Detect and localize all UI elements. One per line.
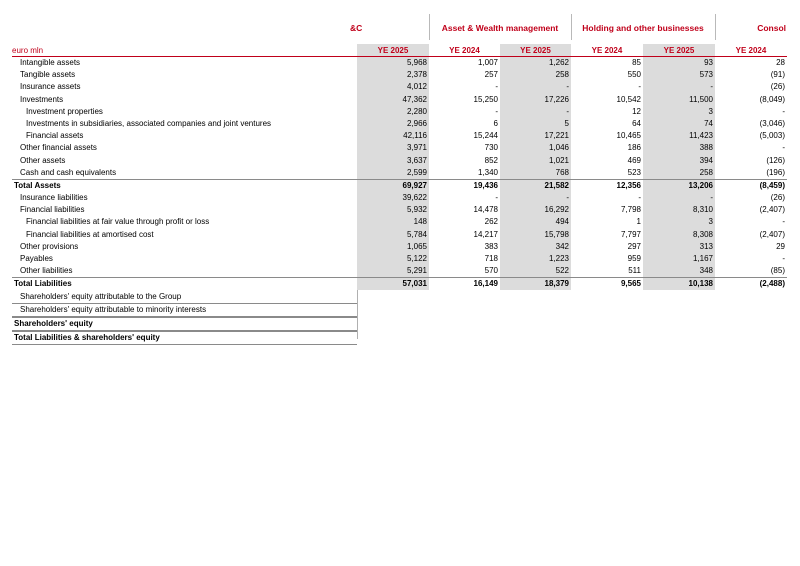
cell-value: 570: [484, 266, 498, 276]
cell-value: 15,250: [473, 94, 498, 104]
cell-value: (196): [766, 167, 785, 177]
cell-value: -: [782, 217, 785, 227]
cell-value: 5: [564, 118, 569, 128]
cell-value: 17,226: [544, 94, 569, 104]
cell-value: 5,932: [406, 205, 427, 215]
column-header: YE 2025: [663, 46, 695, 55]
table-row: [12, 216, 787, 228]
cell-value: -: [495, 106, 498, 116]
group-separator: [715, 14, 716, 40]
table-row: [12, 204, 787, 216]
column-header: YE 2024: [735, 46, 767, 55]
cell-value: 262: [484, 217, 498, 227]
cell-value: (2,407): [759, 205, 785, 215]
cell-value: 768: [555, 167, 569, 177]
group-title-4: Consol: [757, 23, 786, 33]
cell-value: 3: [708, 217, 713, 227]
cell-value: 8,310: [692, 205, 713, 215]
cell-value: -: [782, 254, 785, 263]
cell-value: 15,244: [473, 131, 498, 141]
cell-value: 388: [699, 143, 713, 153]
group-separator: [429, 14, 430, 40]
cell-value: 7,798: [620, 205, 641, 215]
cell-value: 10,465: [616, 131, 641, 141]
cell-value: -: [710, 193, 713, 203]
table-row: [12, 179, 787, 192]
table-row: [12, 331, 357, 345]
cell-value: 29: [776, 241, 785, 251]
cell-value: 383: [484, 241, 498, 251]
cell-value: 1,262: [548, 58, 569, 67]
cell-value: 1,340: [477, 167, 498, 177]
row-label: Financial assets: [26, 131, 84, 141]
cell-value: 4,012: [406, 82, 427, 92]
cell-value: -: [566, 106, 569, 116]
cell-value: 16,149: [473, 279, 498, 289]
row-label: Financial liabilities: [20, 205, 85, 215]
row-label: Shareholders' equity attributable to minority interests: [20, 304, 207, 314]
table-row: [12, 69, 787, 81]
cell-value: 511: [628, 266, 641, 276]
row-label: Payables: [20, 254, 53, 263]
table-row: [12, 304, 357, 317]
row-label: Total Assets: [14, 180, 61, 190]
cell-value: 718: [484, 254, 498, 263]
cell-value: 573: [699, 70, 713, 80]
cell-value: 6: [493, 118, 498, 128]
cell-value: -: [710, 82, 713, 92]
row-label: Other financial assets: [20, 143, 97, 153]
cell-value: -: [638, 193, 641, 203]
cell-value: (5,003): [759, 131, 785, 141]
row-label: Other liabilities: [20, 266, 73, 276]
cell-value: 2,378: [406, 70, 427, 80]
cell-value: 8,308: [692, 229, 713, 239]
cell-value: 5,122: [406, 254, 427, 263]
cell-value: 1,046: [548, 143, 569, 153]
cell-value: -: [566, 82, 569, 92]
cell-value: 3,971: [406, 143, 427, 153]
cell-value: 39,622: [402, 193, 427, 203]
cell-value: 522: [555, 266, 569, 276]
cell-value: 57,031: [402, 279, 427, 289]
balance-sheet-table: [12, 57, 787, 345]
row-label: Other provisions: [20, 241, 79, 251]
cell-value: 148: [413, 217, 427, 227]
cell-value: (26): [770, 82, 785, 92]
cell-value: 550: [627, 70, 641, 80]
cell-value: 11,423: [689, 131, 713, 141]
cell-value: 12: [632, 106, 641, 116]
cell-value: 342: [555, 241, 569, 251]
cell-value: 85: [632, 58, 641, 67]
table-row: [12, 130, 787, 142]
column-header: YE 2024: [449, 46, 480, 55]
row-label: Total Liabilities & shareholders' equity: [14, 333, 160, 343]
row-label: Insurance assets: [20, 82, 81, 92]
cell-value: 1: [636, 217, 641, 227]
cell-value: 5,784: [406, 229, 427, 239]
row-label: Financial liabilities at amortised cost: [26, 229, 154, 239]
row-label: Total Liabilities: [14, 279, 72, 289]
cell-value: 10,138: [688, 279, 713, 289]
cell-value: 494: [555, 217, 569, 227]
cell-value: 3,637: [406, 155, 427, 165]
cell-value: (126): [766, 155, 785, 165]
cell-value: 7,797: [620, 229, 641, 239]
cell-value: 257: [484, 70, 498, 80]
table-row: [12, 94, 787, 106]
group-separator: [571, 14, 572, 40]
row-label: Shareholders' equity attributable to the Group: [20, 291, 182, 301]
cell-value: (8,459): [759, 180, 785, 190]
cell-value: -: [782, 106, 785, 116]
cell-value: 258: [699, 167, 713, 177]
cell-value: 19,436: [473, 180, 498, 190]
cell-value: 730: [484, 143, 498, 153]
table-row: [12, 241, 787, 253]
cell-value: 93: [704, 58, 713, 67]
table-row: [12, 81, 787, 93]
unit-label: euro mln: [12, 46, 44, 55]
cell-value: 13,206: [688, 180, 713, 190]
table-row: [12, 106, 787, 118]
cell-value: 11,500: [689, 94, 713, 104]
group-title-3: Holding and other businesses: [582, 23, 704, 33]
cell-value: 1,065: [406, 241, 427, 251]
cell-value: 9,565: [620, 279, 641, 289]
cell-value: 28: [776, 58, 785, 67]
table-row: [12, 192, 787, 204]
table-row: [12, 291, 357, 304]
table-row: [12, 229, 787, 241]
cell-value: 523: [627, 167, 641, 177]
cell-value: (2,488): [759, 279, 785, 289]
cell-value: 186: [627, 143, 641, 153]
table-row: [12, 317, 357, 331]
cell-value: 5,968: [406, 58, 427, 67]
cell-value: 348: [699, 266, 713, 276]
cell-value: 74: [704, 118, 713, 128]
cell-value: 16,292: [544, 205, 569, 215]
row-label: Financial liabilities at fair value through profit or loss: [26, 217, 210, 227]
cell-value: -: [638, 82, 641, 92]
cell-value: 10,542: [616, 94, 641, 104]
cell-value: 42,116: [403, 131, 427, 141]
table-row: [12, 155, 787, 167]
cell-value: 3: [708, 106, 713, 116]
cell-value: 2,599: [406, 167, 427, 177]
row-label: Shareholders' equity: [14, 318, 93, 328]
row-label: Investments: [20, 94, 64, 104]
cell-value: 297: [627, 241, 641, 251]
cell-value: 852: [484, 155, 498, 165]
cell-value: -: [566, 193, 569, 203]
group-title-1: &C: [350, 23, 363, 33]
cell-value: 18,379: [544, 279, 569, 289]
row-label: Cash and cash equivalents: [20, 167, 117, 177]
cell-value: 1,167: [692, 254, 713, 263]
row-label: Investments in subsidiaries, associated companies and joint ventures: [26, 118, 272, 128]
cell-value: 21,582: [544, 180, 569, 190]
cell-value: 15,798: [544, 229, 569, 239]
row-label: Other assets: [20, 155, 66, 165]
cell-value: 2,966: [406, 118, 427, 128]
cell-value: 959: [627, 254, 641, 263]
cell-value: 17,221: [544, 131, 569, 141]
cell-value: 469: [627, 155, 641, 165]
column-header: YE 2025: [520, 46, 551, 55]
column-header: YE 2025: [377, 46, 409, 55]
cell-value: (85): [770, 266, 785, 276]
cell-value: (3,046): [759, 118, 785, 128]
row-label: Tangible assets: [20, 70, 76, 80]
cell-value: 64: [632, 118, 641, 128]
cell-value: 1,223: [548, 254, 569, 263]
cell-value: 258: [555, 70, 569, 80]
cell-value: 1,007: [477, 58, 498, 67]
cell-value: (8,049): [759, 94, 785, 104]
table-row: [12, 118, 787, 130]
cell-value: 14,217: [473, 229, 498, 239]
row-label: Investment properties: [26, 106, 103, 116]
cell-value: 394: [699, 155, 713, 165]
cell-value: 14,478: [473, 205, 498, 215]
cell-value: 2,280: [406, 106, 427, 116]
row-label: Insurance liabilities: [20, 193, 88, 203]
table-row: [12, 277, 787, 290]
table-row: [12, 57, 787, 69]
table-row: [12, 142, 787, 154]
cell-value: (2,407): [759, 229, 785, 239]
cell-value: 69,927: [402, 180, 427, 190]
cell-value: (26): [770, 193, 785, 203]
group-title-2: Asset & Wealth management: [441, 23, 559, 33]
table-row: [12, 167, 787, 179]
table-row: [12, 253, 787, 265]
cell-value: 1,021: [548, 155, 569, 165]
cell-value: (91): [770, 70, 785, 80]
cell-value: 313: [699, 241, 713, 251]
table-row: [12, 265, 787, 277]
cell-value: -: [495, 193, 498, 203]
row-label: Intangible assets: [20, 58, 81, 67]
cell-value: -: [495, 82, 498, 92]
cell-value: -: [782, 143, 785, 153]
cell-value: 5,291: [406, 266, 427, 276]
cell-value: 47,362: [402, 94, 427, 104]
cell-value: 12,356: [616, 180, 641, 190]
column-header: YE 2024: [591, 46, 623, 55]
